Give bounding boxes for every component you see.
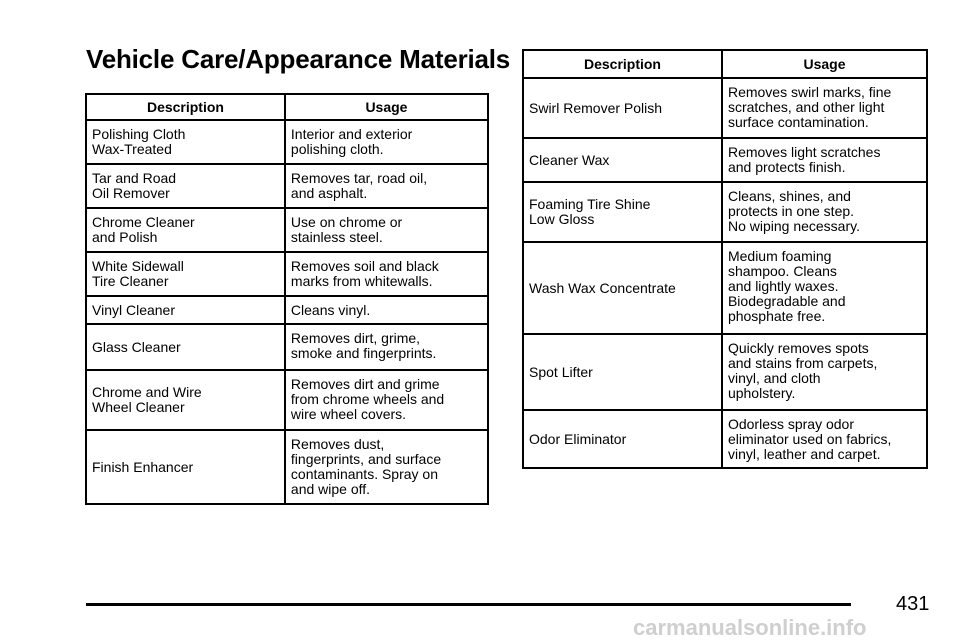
table-row xyxy=(86,120,488,164)
description-cell: Odor Eliminator xyxy=(523,410,722,468)
usage-cell: Removes dirt and grime from chrome wheels and wire wheel covers. xyxy=(285,370,488,430)
description-cell: Glass Cleaner xyxy=(86,324,285,370)
care-materials-table-left xyxy=(85,93,489,505)
usage-cell: Cleans, shines, and protects in one step. No wiping necessary. xyxy=(722,182,927,242)
usage-cell: Medium foaming shampoo. Cleans and lightly waxes. Biodegradable and phosphate free. xyxy=(722,242,927,334)
description-cell: Spot Lifter xyxy=(523,334,722,410)
description-cell: Swirl Remover Polish xyxy=(523,78,722,138)
table-row xyxy=(523,334,927,410)
usage-cell: Removes soil and black marks from whitewalls. xyxy=(285,252,488,296)
usage-cell: Odorless spray odor eliminator used on fabrics, vinyl, leather and carpet. xyxy=(722,410,927,468)
description-cell: Cleaner Wax xyxy=(523,138,722,182)
usage-cell: Cleans vinyl. xyxy=(285,296,488,324)
column-header-usage: Usage xyxy=(285,94,488,120)
page-title: Vehicle Care/Appearance Materials xyxy=(86,44,511,74)
description-cell: White Sidewall Tire Cleaner xyxy=(86,252,285,296)
table-row xyxy=(86,208,488,252)
description-cell: Foaming Tire Shine Low Gloss xyxy=(523,182,722,242)
table-row xyxy=(86,296,488,324)
table-row xyxy=(86,370,488,430)
usage-cell: Removes light scratches and protects finish. xyxy=(722,138,927,182)
description-cell: Polishing Cloth Wax-Treated xyxy=(86,120,285,164)
usage-cell: Interior and exterior polishing cloth. xyxy=(285,120,488,164)
page-number: 431 xyxy=(896,593,930,615)
description-cell: Chrome and Wire Wheel Cleaner xyxy=(86,370,285,430)
usage-cell: Removes tar, road oil, and asphalt. xyxy=(285,164,488,208)
table-header-row xyxy=(86,94,488,120)
table-row xyxy=(86,164,488,208)
usage-cell: Quickly removes spots and stains from carpets, vinyl, and cloth upholstery. xyxy=(722,334,927,410)
table-row xyxy=(523,78,927,138)
description-cell: Vinyl Cleaner xyxy=(86,296,285,324)
description-cell: Chrome Cleaner and Polish xyxy=(86,208,285,252)
usage-cell: Removes swirl marks, fine scratches, and other light surface contamination. xyxy=(722,78,927,138)
table-row xyxy=(86,324,488,370)
table-row xyxy=(523,138,927,182)
watermark: carmanualsonline.info xyxy=(633,615,867,640)
care-materials-table-right xyxy=(522,49,928,469)
description-cell: Wash Wax Concentrate xyxy=(523,242,722,334)
table-row xyxy=(523,182,927,242)
column-header-usage: Usage xyxy=(722,50,927,78)
description-cell: Finish Enhancer xyxy=(86,430,285,504)
column-header-description: Description xyxy=(86,94,285,120)
table-header-row xyxy=(523,50,927,78)
footer-rule xyxy=(86,603,851,606)
table-row xyxy=(86,252,488,296)
usage-cell: Removes dirt, grime, smoke and fingerprints. xyxy=(285,324,488,370)
usage-cell: Removes dust, fingerprints, and surface contaminants. Spray on and wipe off. xyxy=(285,430,488,504)
column-header-description: Description xyxy=(523,50,722,78)
usage-cell: Use on chrome or stainless steel. xyxy=(285,208,488,252)
table-row xyxy=(523,242,927,334)
table-row xyxy=(86,430,488,504)
description-cell: Tar and Road Oil Remover xyxy=(86,164,285,208)
table-row xyxy=(523,410,927,468)
